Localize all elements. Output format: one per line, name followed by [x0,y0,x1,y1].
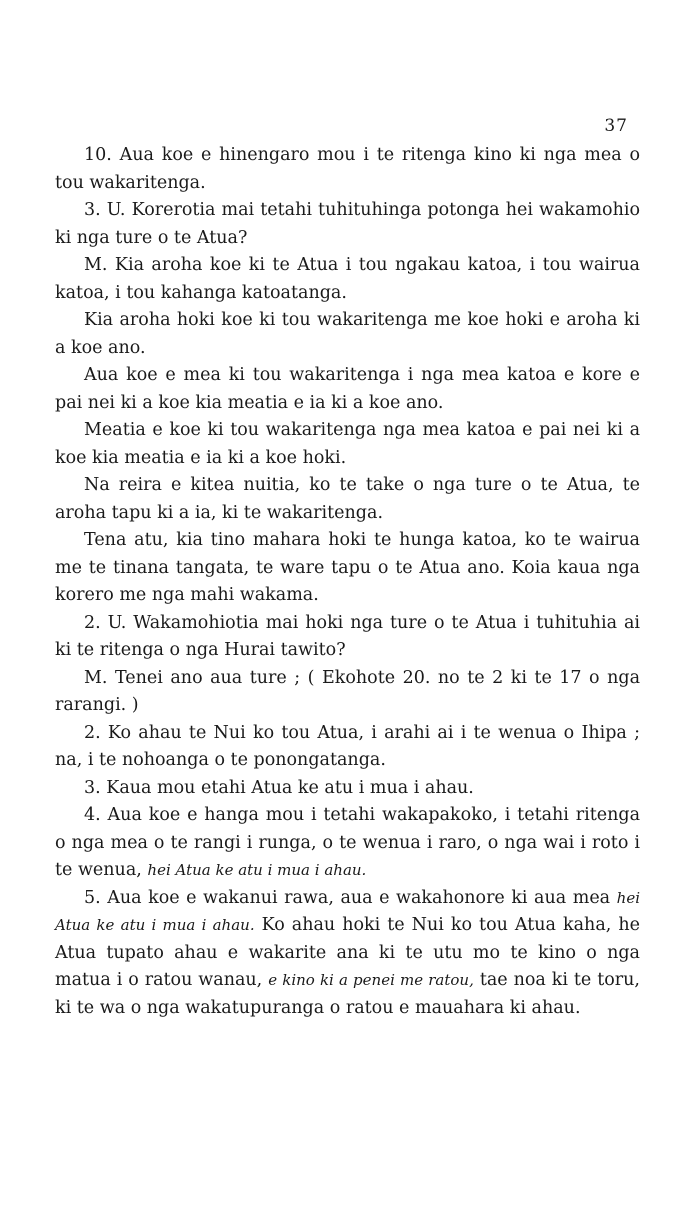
commandment-5-text-2: Ko ahau hoki te Nui ko tou Atua kaha, he Atua tupato ahau e wakarite ana ki te utu mo te kino o nga matua i o ratou wanau, [55,915,640,990]
commandment-4-italic: hei Atua ke atu i mua i ahau. [147,861,367,879]
paragraph-commandment-4 [55,802,640,885]
paragraph-question-3: 3. U. Korerotia mai tetahi tuhituhinga potonga hei wakamohio ki nga ture o te Atua? [55,200,640,248]
paragraph-do-not-do: Aua koe e mea ki tou wakaritenga i nga mea katoa e kore e pai nei ki a koe kia meatia e ia ki a koe ano. [55,365,640,413]
paragraph-do-unto: Meatia e koe ki tou wakaritenga nga mea katoa e pai nei ki a koe kia meatia e ia ki a koe hoki. [55,420,640,468]
paragraph-question-2: 2. U. Wakamohiotia mai hoki nga ture o te Atua i tuhituhia ai ki te ritenga o nga Hurai tawito? [55,612,640,660]
commandment-5-italic: hei Atua ke atu i mua i ahau. [55,888,640,934]
paragraph-therefore: Na reira e kitea nuitia, ko te take o nga ture o te Atua, te aroha tapu ki a ia, ki te wakaritenga. [55,475,640,523]
page-number: 37 [604,116,628,136]
paragraph-exodus-ref: M. Tenei ano aua ture ; ( Ekohote 20. no te 2 ki te 17 o nga rarangi. ) [55,667,640,715]
commandment-5-text-3: tae noa ki te toru, ki te wa o nga wakatupuranga o ratou e mauahara ki ahau. [55,970,640,1018]
commandment-5-text: 5. Aua koe e wakanui rawa, aua e wakahonore ki aua mea [84,887,611,908]
commandment-5-italic-2: e kino ki a penei me ratou, [268,971,474,989]
paragraph-answer-love-god: M. Kia aroha koe ki te Atua i tou ngakau katoa, i tou wairua katoa, i tou kahanga katoatanga. [55,255,640,303]
commandment-4-text: 4. Aua koe e hanga mou i tetahi wakapakoko, i tetahi ritenga o nga mea o te rangi i runga, o te wenua i raro, o nga wai i roto i te wenua, [55,805,640,880]
paragraph-commandment-2: 2. Ko ahau te Nui ko tou Atua, i arahi ai i te wenua o Ihipa ; na, i te nohoanga o te ponongatanga. [55,722,640,770]
paragraph-holy-temple: Tena atu, kia tino mahara hoki te hunga katoa, ko te wairua me te tinana tangata, te ware tapu o te Atua ano. Koia kaua nga korero me nga mahi wakama. [55,530,640,605]
paragraph-commandment-5 [55,885,640,1023]
paragraph-commandment-3: 3. Kaua mou etahi Atua ke atu i mua i ahau. [84,777,474,798]
page-body [55,142,640,1022]
paragraph-love-neighbour: Kia aroha hoki koe ki tou wakaritenga me koe hoki e aroha ki a koe ano. [55,310,640,358]
paragraph-10: 10. Aua koe e hinengaro mou i te ritenga kino ki nga mea o tou wakaritenga. [55,145,640,193]
